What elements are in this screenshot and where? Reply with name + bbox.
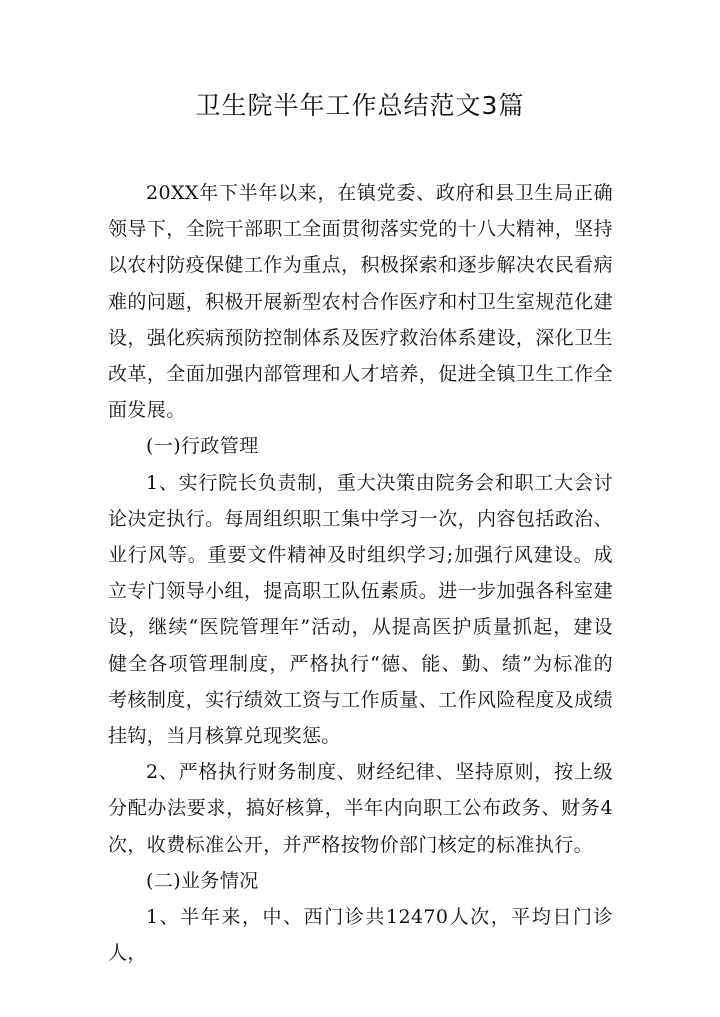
section-heading: (二)业务情况 — [146, 869, 259, 892]
body-paragraph: 2、严格执行财务制度、财经纪律、坚持原则，按上级分配办法要求，搞好核算，半年内向职工公布政务、财务4次，收费标准公开，并严格按物价部门核定的标准执行。 — [108, 761, 613, 856]
document-body — [108, 175, 613, 971]
body-paragraph: 1、半年来，中、西门诊共12470人次，平均日门诊人， — [108, 906, 613, 965]
section-heading: (一)行政管理 — [146, 435, 259, 458]
body-paragraph: 20XX年下半年以来，在镇党委、政府和县卫生局正确领导下，全院干部职工全面贯彻落实党的十八大精神，坚持以农村防疫保健工作为重点，积极探索和逐步解决农民看病难的问题，积极开展新型农村合作医疗和村卫生室规范化建设，强化疾病预防控制体系及医疗救治体系建设，深化卫生改革，全面加强内部管理和人才培养，促进全镇卫生工作全面发展。 — [108, 182, 613, 422]
body-paragraph: 1、实行院长负责制，重大决策由院务会和职工大会讨论决定执行。每周组织职工集中学习一次，内容包括政治、业行风等。重要文件精神及时组织学习;加强行风建设。成立专门领导小组，提高职工队伍素质。进一步加强各科室建设，继续“医院管理年”活动，从提高医护质量抓起，建设健全各项管理制度，严格执行“德、能、勤、绩”为标准的考核制度，实行绩效工资与工作质量、工作风险程度及成绩挂钩，当月核算兑现奖惩。 — [108, 471, 613, 748]
document-title: 卫生院半年工作总结范文3篇 — [195, 91, 525, 120]
